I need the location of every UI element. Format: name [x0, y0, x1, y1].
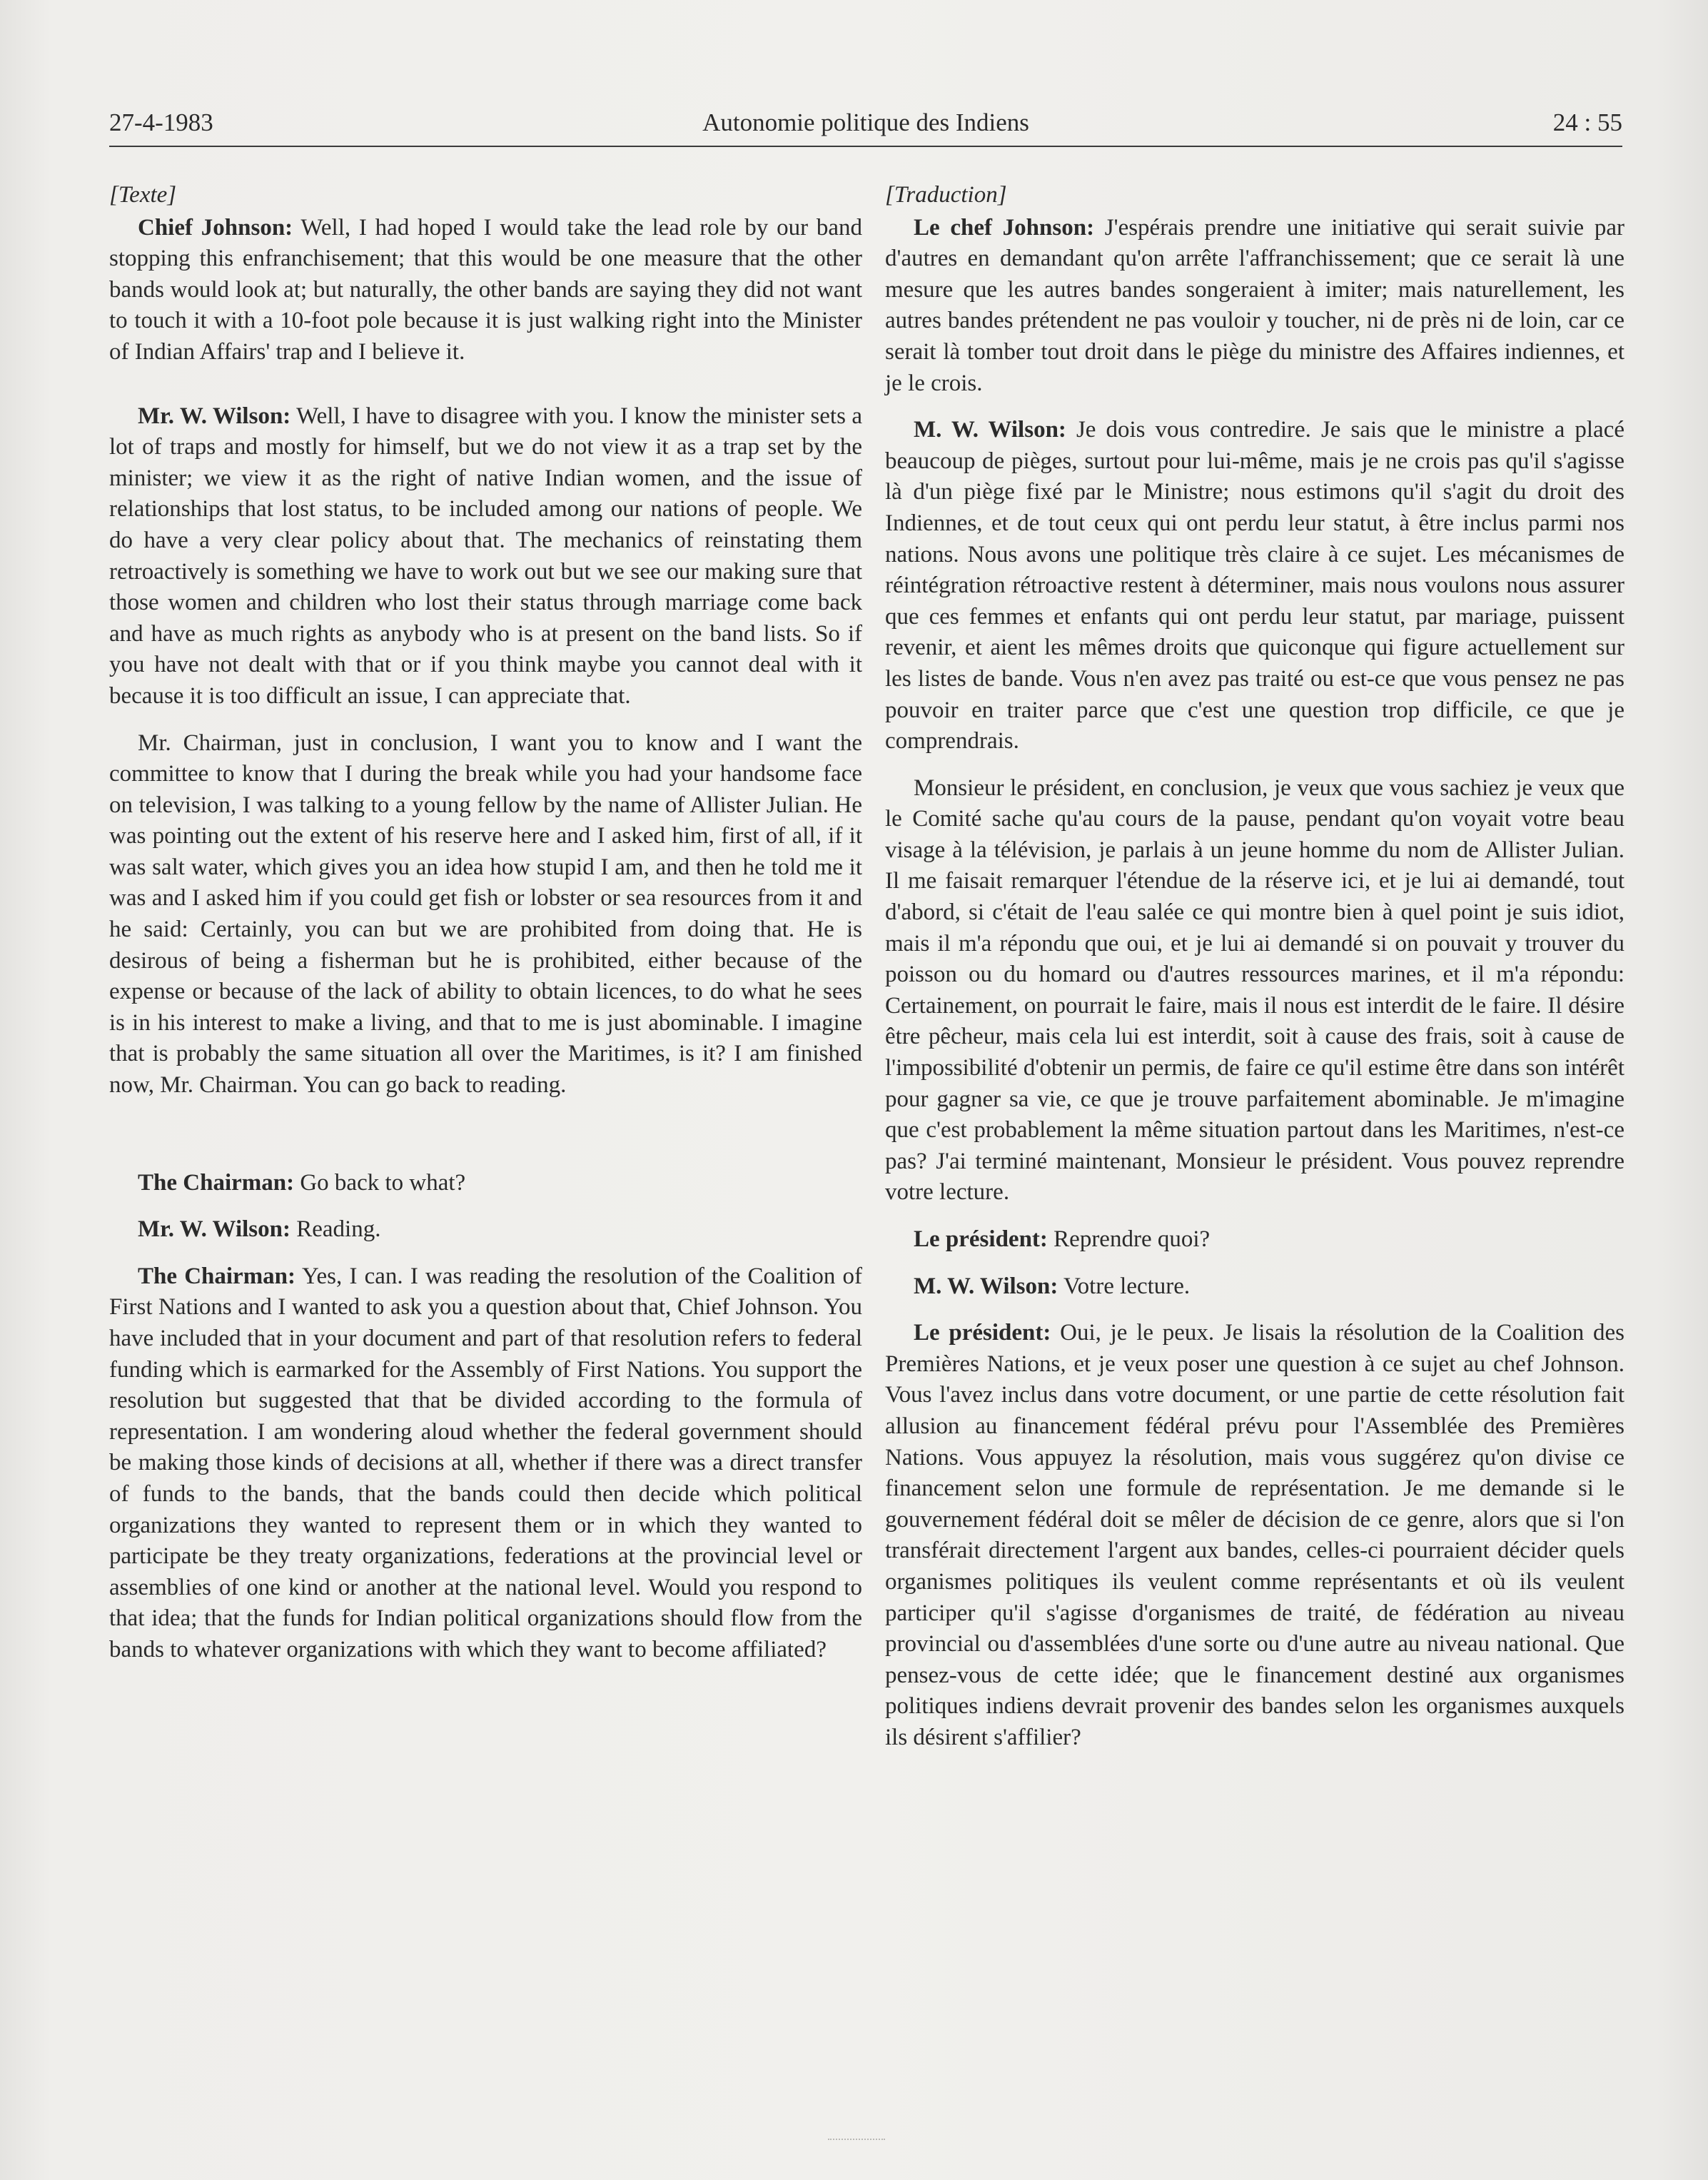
speaker-label: Mr. W. Wilson: — [138, 1216, 290, 1243]
paragraph — [885, 1271, 1624, 1303]
paragraph-text: Monsieur le président, en conclusion, je veux que vous sachiez je veux que le Comité sache qu'au cours de la pause, pendant qu'on voyait votre beau visage à la télévision, je parlais à un jeune homme du nom de Allister Julian. Il me faisait remarquer l'étendue de la réserve ici, et je lui ai demandé, tout d'abord, si c'était de l'eau salée ce qui montre bien à quel point je suis idiot, mais il m'a répondu que oui, et je lui ai demandé si on pouvait y trouver du poisson ou du homard ou d'autres ressources marines, et il m'a répondu: Certainement, on pourrait le faire, mais il nous est interdit de le faire. Il désire être pêcheur, mais cela lui est interdit, soit à cause des frais, soit à cause de l'impossibilité d'obtenir un permis, de faire ce qu'il estime être dans son intérêt pour gagner sa vie, ce que je trouve parfaitement abominable. Je m'imagine que c'est probablement la même situation partout dans les Maritimes, n'est-ce pas? J'ai terminé maintenant, Monsieur le président. Vous pouvez reprendre votre lecture. — [885, 774, 1624, 1206]
footer-mark — [828, 2139, 885, 2140]
paragraph-text: Mr. Chairman, just in conclusion, I want you to know and I want the committee to know that I during the break while you had your handsome face on television, I was talking to a young fellow by the name of Allister Julian. He was pointing out the extent of his reserve here and I asked him, first of all, if it was salt water, which gives you an idea how stupid I am, and then he told me it was and I asked him if you could get fish or lobster or sea resources from it and he said: Certainly, you can but we are prohibited from doing that. He is desirous of being a fisherman but he is prohibited, either because of the expense or because of the lack of ability to obtain licences, to do what he sees is in his interest to make a living, and that to me is just abominable. I imagine that is probably the same situation all over the Maritimes, is it? I am finished now, Mr. Chairman. You can go back to reading. — [109, 730, 862, 1099]
paragraph-text: Oui, je le peux. Je lisais la résolution de la Coalition des Premières Nations, et je veux poser une question à ce sujet au chef Johnson. Vous l'avez inclus dans votre document, or une partie de cette résolution fait allusion au financement fédéral prévu pour l'Assemblée des Premières Nations. Vous appuyez la résolution, mais vous suggérez qu'on divise ce financement selon une formule de représentation. Je me demande si le gouvernement fédéral doit se mêler de décision de ce genre, alors que si l'on transférait directement l'argent aux bandes, celles-ci pourraient décider quels organismes politiques ils veulent comme représentants et où ils veulent participer qu'il s'agisse d'organismes de traité, de fédération au niveau provincial ou d'assemblées d'une sorte ou d'une autre au niveau national. Que pensez-vous de cette idée; que le financement destiné aux organismes politiques indiens devrait provenir des bandes selon les organismes auxquels ils désirent s'affilier? — [885, 1320, 1624, 1750]
paragraph-text: Reading. — [296, 1216, 381, 1243]
paragraph-text: Go back to what? — [300, 1169, 466, 1196]
header-date: 27-4-1983 — [109, 109, 213, 136]
paragraph — [109, 213, 862, 368]
paragraph-text: Well, I have to disagree with you. I know the minister sets a lot of traps and mostly for himself, but we do not view it as a trap set by the minister; we view it as the right of native Indian women, and the issue of relationships that lost status, to be included among our nations of people. We do have a very clear policy about that. The mechanics of reinstating them retroactively is something we have to work out but we see our making sure that those women and children who lost their status through marriage come back and have as much rights as anybody who is at present on the band lists. So if you have not dealt with that or if you think maybe you cannot deal with it because it is too difficult an issue, I can appreciate that. — [109, 403, 862, 709]
speaker-label: The Chairman: — [138, 1169, 295, 1196]
paragraph — [885, 415, 1624, 757]
paragraph-text: Well, I had hoped I would take the lead role by our band stopping this enfranchisement; that this would be one measure that the other bands would look at; but naturally, the other bands are saying they did not want to touch it with a 10-foot pole because it is just walking right into the Minister of Indian Affairs' trap and I believe it. — [109, 214, 862, 365]
speaker-label: Chief Johnson: — [138, 214, 293, 241]
paragraph — [885, 1224, 1624, 1256]
paragraph — [109, 728, 862, 1101]
section-marker-texte: [Texte] — [109, 182, 177, 208]
running-header — [109, 109, 1622, 144]
paragraph — [109, 1214, 862, 1246]
paragraph — [109, 1261, 862, 1666]
paragraph — [885, 1318, 1624, 1753]
column-french — [885, 180, 1624, 1754]
header-page-number: 24 : 55 — [1552, 109, 1622, 136]
speaker-label: The Chairman: — [138, 1263, 296, 1289]
paragraph-text: Reprendre quoi? — [1053, 1226, 1211, 1252]
section-marker-traduction: [Traduction] — [885, 182, 1007, 208]
speaker-label: Le président: — [914, 1320, 1051, 1346]
paragraph — [109, 1168, 862, 1199]
paragraph-text: Yes, I can. I was reading the resolution of the Coalition of First Nations and I wanted to ask you a question about that, Chief Johnson. You have included that in your document and part of that resolution refers to federal funding which is earmarked for the Assembly of First Nations. You support the resolution but suggested that that be divided according to the formula of representation. I am wondering aloud whether the federal government should be making those kinds of decisions at all, whether if there was a direct transfer of funds to the bands, that the bands could then decide which political organizations they wanted to represent them or in which they wanted to participate be they treaty organizations, federations at the provincial level or assemblies of one kind or another at the national level. Would you respond to that idea; that the funds for Indian political organizations should flow from the bands to whatever organizations with which they want to become affiliated? — [109, 1263, 862, 1662]
speaker-label: M. W. Wilson: — [914, 1273, 1058, 1299]
speaker-label: Le chef Johnson: — [914, 214, 1095, 241]
paragraph-text: Votre lecture. — [1063, 1273, 1191, 1299]
header-rule — [109, 146, 1622, 147]
paragraph-text: J'espérais prendre une initiative qui serait suivie par d'autres en demandant qu'on arrête l'affranchissement; que ce serait là une mesure que les autres bandes songeraient à imiter; mais naturellement, les autres bandes prétendent ne pas vouloir y toucher, ni de près ni de loin, car ce serait là tomber tout droit dans le piège du ministre des Affaires indiennes, et je le crois. — [885, 214, 1625, 396]
speaker-label: Mr. W. Wilson: — [138, 403, 291, 429]
speaker-label: Le président: — [914, 1226, 1048, 1252]
header-title: Autonomie politique des Indiens — [702, 109, 1029, 136]
column-english — [109, 180, 862, 1666]
speaker-label: M. W. Wilson: — [914, 417, 1066, 443]
paragraph — [885, 773, 1624, 1208]
paragraph-text: Je dois vous contredire. Je sais que le ministre a placé beaucoup de pièges, surtout pour lui-même, mais je ne crois pas qu'il s'agisse là d'un piège fixé par le Ministre; nous estimons qu'il s'agit du droit des Indiennes, et de tout ceux qui ont perdu leur statut, à être inclus parmi nos nations. Nous avons une politique très claire à ce sujet. Les mécanismes de réintégration rétroactive restent à déterminer, mais nous voulons nous assurer que ces femmes et enfants qui ont perdu leur statut, par mariage, puissent revenir, et aient les mêmes droits que quiconque qui figure actuellement sur les listes de bande. Vous n'en avez pas traité ou est-ce que vous pensez ne pas pouvoir en traiter parce que c'est une question trop difficile, ce que je comprendrais. — [885, 417, 1625, 755]
paragraph — [885, 213, 1624, 400]
paragraph — [109, 401, 862, 712]
